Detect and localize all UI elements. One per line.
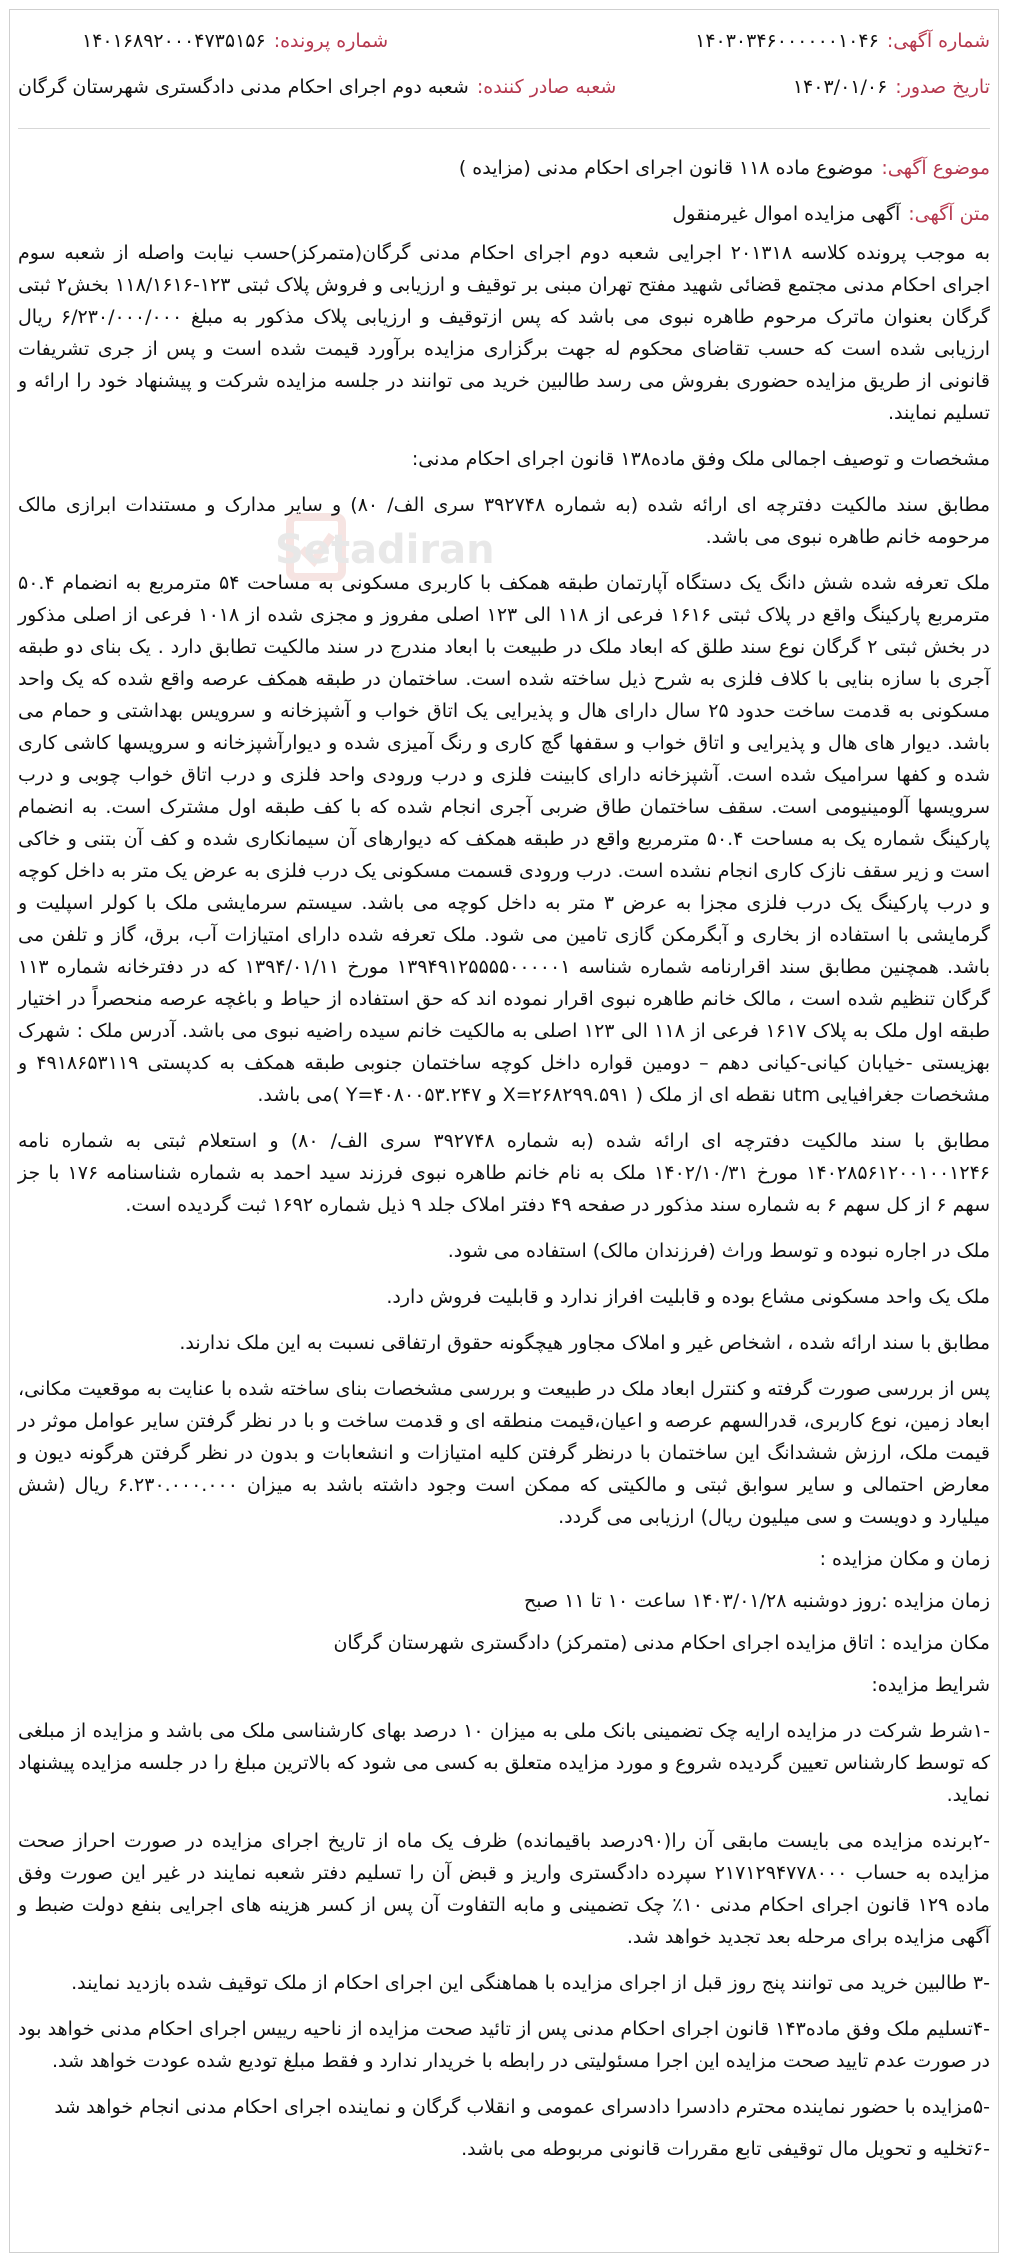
watermark-text: Setadiran (275, 527, 495, 573)
case-number (82, 25, 388, 57)
header-row-2 (18, 64, 990, 110)
notice-subject (18, 145, 990, 191)
issue-date (793, 71, 990, 103)
case-number-label: شماره پرونده: (273, 30, 389, 52)
auction-place: مکان مزایده : اتاق مزایده اجرای احکام مدنی (متمرکز) دادگستری شهرستان گرگان (333, 1632, 990, 1654)
issuer-label: شعبه صادر کننده: (476, 76, 617, 98)
condition-3: -۳ طالبین خرید می توانند پنج روز قبل از اجرای مزایده با هماهنگی این اجرای احکام از ملک توقیف شده بازدید نمایند. (71, 1972, 990, 1994)
time-place-heading: زمان و مکان مزایده : (819, 1548, 990, 1570)
condition-6: -۶تخلیه و تحویل مال توقیفی تابع مقررات قانونی مربوطه می باشد. (461, 2138, 990, 2160)
issuer (18, 71, 616, 103)
notice-number-value: ۱۴۰۳۰۳۴۶۰۰۰۰۰۰۱۰۴۶ (695, 30, 879, 52)
occupancy-paragraph: ملک در اجاره نبوده و توسط وراث (فرزندان مالک) استفاده می شود. (447, 1240, 990, 1262)
notice-number (695, 25, 990, 57)
conditions-heading: شرایط مزایده: (871, 1674, 990, 1696)
condition-1: -۱شرط شرکت در مزایده ارایه چک تضمینی بانک ملی به میزان ۱۰ درصد بهای کارشناسی ملک می باشد و مزایده از مبلغی که توسط کارشناس تعیین گردیده شروع و مورد مزایده متعلق به کسی می شود که بالاترین مبلغ را در جلسه مزایده پیشنهاد نماید. (18, 1720, 990, 1806)
condition-5: -۵مزایده با حضور نماینده محترم دادسرا دادسرای عمومی و انقلاب گرگان و نماینده اجرای احکام مدنی انجام خواهد شد (54, 2096, 990, 2118)
valuation-paragraph: پس از بررسی صورت گرفته و کنترل ابعاد ملک در طبیعت و بررسی مشخصات بنای ساخته شده با عنایت به موقعیت مکانی، ابعاد زمین، نوع کاربری، قدرالسهم عرصه و اعیان،قیمت منطقه ای و قدمت ساخت و با در نظر گرفتن سایر عوامل موثر در قیمت ملک، ارزش ششدانگ این ساختمان با درنظر گرفتن کلیه امتیازات و انشعابات و بدون در نظر گرفتن هرگونه دیون و معارض احتمالی و سایر سوابق ثبتی و مالکیتی که ممکن است وجود داشته باشد به میزان ۶.۲۳۰.۰۰۰.۰۰۰ ریال (شش میلیارد و دویست و سی میلیون ریال) ارزیابی می گردد. (18, 1378, 990, 1528)
issue-date-label: تاریخ صدور: (895, 76, 990, 98)
subject-label: موضوع آگهی: (881, 157, 990, 179)
condition-4: -۴تسلیم ملک وفق ماده۱۴۳ قانون اجرای احکام مدنی پس از تائید صحت مزایده از ناحیه رییس اجرای احکام مدنی خواهد بود در صورت عدم تایید صحت مزایده این اجرا مسئولیتی در رابطه با خریدار ندارد و فقط مبلغ تودیع شده عودت خواهد شد. (18, 2018, 991, 2072)
text-label: متن آگهی: (908, 203, 990, 225)
case-number-value: ۱۴۰۱۶۸۹۲۰۰۰۴۷۳۵۱۵۶ (82, 30, 266, 52)
ownership-paragraph: مطابق سند مالکیت دفترچه ای ارائه شده (به شماره ۳۹۲۷۴۸ سری الف/ ۸۰) و سایر مدارک و مستندات ابرازی مالک مرحومه خانم طاهره نبوی می باشد. (18, 494, 991, 548)
subject-value: موضوع ماده ۱۱۸ قانون اجرای احکام مدنی (مزایده ) (458, 157, 874, 179)
condition-2: -۲برنده مزایده می بایست مابقی آن را(۹۰درصد باقیمانده) ظرف یک ماه از تاریخ اجرای مزایده در صورت احراز صحت مزایده به حساب ۲۱۷۱۲۹۴۷۷۸۰۰۰ سپرده دادگستری واریز و قبض آن را تسلیم دفتر شعبه نمایند در غیر این صورت وفق ماده ۱۲۹ قانون اجرای احکام مدنی ۱۰٪ چک تضمینی و مابه التفاوت آن پس از کسر هزینه های اجرایی بنفع دولت ضبط و آگهی مزایده برای مرحله بعد تجدید خواهد شد. (18, 1830, 991, 1948)
notice-text-title (18, 191, 990, 237)
issue-date-value: ۱۴۰۳/۰۱/۰۶ (792, 76, 888, 98)
partition-paragraph: ملک یک واحد مسکونی مشاع بوده و قابلیت افراز ندارد و قابلیت فروش دارد. (386, 1286, 990, 1308)
notice-number-label: شماره آگهی: (886, 30, 990, 52)
registry-paragraph: مطابق با سند مالکیت دفترچه ای ارائه شده (به شماره ۳۹۲۷۴۸ سری الف/ ۸۰) و استعلام ثبتی به شماره نامه ۱۴۰۲۸۵۶۱۲۰۰۱۰۰۱۲۴۶ مورخ ۱۴۰۲/۱۰/۳۱ ملک به نام خانم طاهره نبوی فرزند سید احمد به شماره شناسنامه ۱۷۶ با جز سهم ۶ از کل سهم ۶ به شماره سند مذکور در صفحه ۴۹ دفتر املاک جلد ۹ ذیل شماره ۱۶۹۲ ثبت گردیده است. (18, 1130, 991, 1216)
header-row-1 (18, 18, 990, 64)
intro-paragraph: به موجب پرونده کلاسه ۲۰۱۳۱۸ اجرایی شعبه دوم اجرای احکام مدنی گرگان(متمرکز)حسب نیابت واصله از شعبه سوم اجرای احکام مدنی مجتمع قضائی شهید مفتح تهران مبنی بر توقیف و ارزیابی و فروش پلاک ثبتی ۱۲۳-۱۱۸/۱۶۱۶ بخش۲ ثبتی گرگان بعنوان ماترک مرحوم طاهره نبوی می باشد که پس ازتوقیف و ارزیابی پلاک مذکور به مبلغ ۶/۲۳۰/۰۰۰/۰۰۰ ریال ارزیابی شده است که حسب تقاضای محکوم له جهت برگزاری مزایده برآورد قیمت شده است و پس از جری تشریفات قانونی از طریق مزایده حضوری بفروش می رسد طالبین خرید می توانند در جلسه مزایده شرکت و پیشنهاد خود را ارائه و تسلیم نمایند. (18, 242, 990, 424)
easement-paragraph: مطابق با سند ارائه شده ، اشخاص غیر و املاک مجاور هیچگونه حقوق ارتفاقی نسبت به این ملک ندارند. (179, 1332, 990, 1354)
header-divider (18, 128, 990, 129)
property-description-paragraph: ملک تعرفه شده شش دانگ یک دستگاه آپارتمان طبقه همکف با کاربری مسکونی به مساحت ۵۴ مترمربع به انضمام ۵۰.۴ مترمربع پارکینگ واقع در پلاک ثبتی ۱۶۱۶ فرعی از ۱۱۸ الی ۱۲۳ اصلی مفروز و مجزی شده از ۱۰۱۸ فرعی از اصلی مذکور در بخش ثبتی ۲ گرگان نوع سند طلق که ابعاد ملک در طبیعت با ابعاد مندرج در سند مالکیت تطابق دارد . یک بنای دو طبقه آجری با سازه بنایی با کلاف فلزی به شرح ذیل ساخته شده است. ساختمان در طبقه همکف عرصه واقع شده که یک واحد مسکونی به قدمت ساخت حدود ۲۵ سال دارای هال و پذیرایی یک اتاق خواب و آشپزخانه و سرویس بهداشتی و حمام می باشد. دیوار های هال و پذیرایی و اتاق خواب و سقفها گچ کاری و رنگ آمیزی شده و دیوارآشپزخانه و سرویسها کاشی کاری شده و کفها سرامیک شده است. آشپزخانه دارای کابینت فلزی و درب ورودی واحد فلزی و درب اتاق خواب چوبی و درب سرویسها آلومینیومی است. سقف ساختمان طاق ضربی آجری انجام شده که با کف طبقه اول مشترک است. به انضمام پارکینگ شماره یک به مساحت ۵۰.۴ مترمربع واقع در طبقه همکف که دیوارهای آن سیمانکاری شده و کف آن بتنی و خاکی است و زیر سقف نازک کاری انجام نشده است. درب ورودی قسمت مسکونی یک درب فلزی به عرض یک متر به داخل کوچه و درب پارکینگ یک درب فلزی مجزا به عرض ۳ متر به داخل کوچه می باشد. سیستم سرمایشی ملک با کولر اسپلیت و گرمایشی با استفاده از بخاری و آبگرمکن گازی تامین می شود. ملک تعرفه شده دارای امتیازات آب، برق، گاز و تلفن می باشد. همچنین مطابق سند اقرارنامه شماره شناسه ۱۳۹۴۹۱۲۵۵۵۵۰۰۰۰۰۱ مورخ ۱۳۹۴/۰۱/۱۱ که در دفترخانه شماره ۱۱۳ گرگان تنظیم شده است ، مالک خانم طاهره نبوی اقرار نموده اند که حق استفاده از حیاط و باغچه عرصه منحصراً در اختیار طبقه اول ملک به پلاک ۱۶۱۷ فرعی از ۱۱۸ الی ۱۲۳ اصلی به مالکیت خانم سیده راضیه نبوی می باشد. آدرس ملک : شهرک بهزیستی -خیابان کیانی-کیانی دهم – دومین قواره داخل کوچه ساختمان جنوبی طبقه همکف به کدپستی ۴۹۱۸۶۵۳۱۱۹ و مشخصات جغرافیایی utm نقطه ای از ملک ( X=۲۶۸۲۹۹.۵۹۱ و Y=۴۰۸۰۰۵۳.۲۴۷ )می باشد. (18, 572, 991, 1106)
notice-page (18, 18, 990, 2165)
auction-time: زمان مزایده :روز دوشنبه ۱۴۰۳/۰۱/۲۸ ساعت ۱۰ تا ۱۱ صبح (524, 1590, 990, 1612)
issuer-value: شعبه دوم اجرای احکام مدنی دادگستری شهرستان گرگان (18, 76, 469, 98)
spec-heading: مشخصات و توصیف اجمالی ملک وفق ماده۱۳۸ قانون اجرای احکام مدنی: (411, 448, 990, 470)
text-title-value: آگهی مزایده اموال غیرمنقول (672, 203, 901, 225)
